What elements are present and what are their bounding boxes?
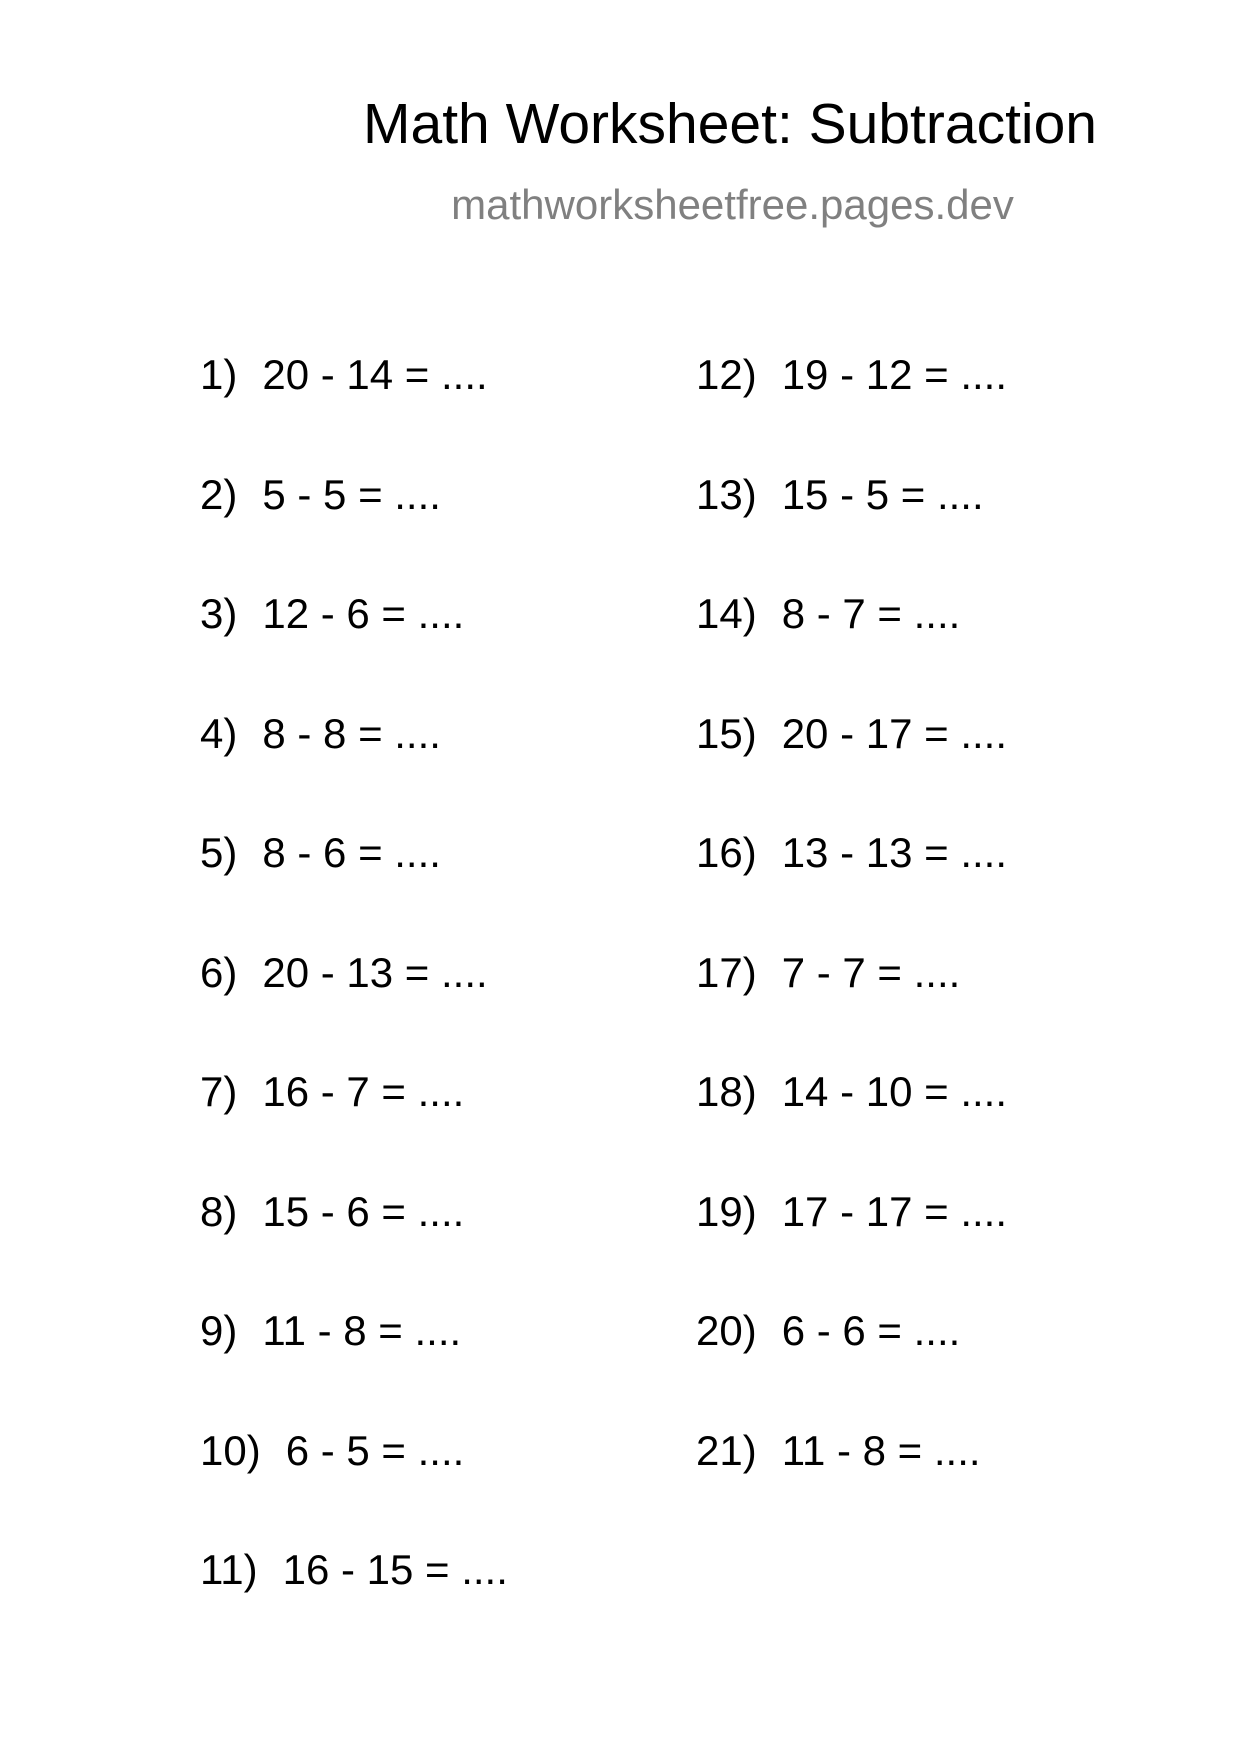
problem-expression: 12 - 6 = ....: [262, 590, 465, 637]
problem-number: 4): [200, 709, 238, 757]
problem-number: 5): [200, 829, 238, 876]
problem-item: [200, 1547, 508, 1593]
problem-number: 11): [200, 1546, 258, 1593]
problem-expression: 8 - 8 = ....: [262, 709, 441, 757]
problem-expression: 14 - 10 = ....: [781, 1068, 1008, 1115]
worksheet-title: Math Worksheet: Subtraction: [363, 92, 1097, 156]
problem-item: [696, 591, 960, 637]
problem-item: [696, 950, 960, 996]
problem-item: [200, 1069, 464, 1115]
problem-item: [200, 352, 488, 398]
problem-item: [696, 1428, 981, 1474]
problem-expression: 19 - 12 = ....: [781, 351, 1008, 398]
problem-item: [696, 711, 1007, 757]
problem-item: [696, 472, 984, 518]
problem-expression: 8 - 7 = ....: [781, 590, 961, 637]
problem-number: 13): [696, 470, 757, 518]
problem-number: 15): [696, 709, 757, 757]
problem-number: 18): [696, 1068, 757, 1115]
problem-number: 3): [200, 590, 238, 637]
problem-item: [696, 1189, 1007, 1235]
problem-expression: 15 - 5 = ....: [781, 470, 984, 518]
problem-number: 21): [696, 1426, 757, 1474]
problem-expression: 16 - 7 = ....: [262, 1068, 465, 1115]
problem-number: 16): [696, 829, 757, 876]
problem-expression: 15 - 6 = ....: [262, 1187, 465, 1235]
problem-item: [200, 1189, 464, 1235]
problem-expression: 8 - 6 = ....: [262, 829, 441, 876]
problem-item: [696, 1069, 1007, 1115]
problem-item: [200, 950, 488, 996]
problem-number: 19): [696, 1187, 757, 1235]
problem-expression: 5 - 5 = ....: [262, 470, 441, 518]
problem-expression: 20 - 17 = ....: [781, 709, 1008, 757]
problem-expression: 17 - 17 = ....: [781, 1187, 1008, 1235]
problem-item: [200, 711, 441, 757]
problem-number: 1): [200, 351, 238, 398]
problem-expression: 20 - 14 = ....: [262, 351, 488, 398]
problem-item: [200, 591, 464, 637]
problem-expression: 11 - 8 = ....: [262, 1307, 462, 1354]
problem-item: [696, 352, 1007, 398]
problem-number: 12): [696, 351, 757, 398]
problem-item: [696, 1308, 960, 1354]
problem-expression: 13 - 13 = ....: [781, 829, 1008, 876]
problem-number: 7): [200, 1068, 238, 1115]
problem-expression: 6 - 5 = ....: [285, 1426, 465, 1474]
problem-expression: 20 - 13 = ....: [262, 948, 488, 996]
problem-number: 10): [200, 1426, 261, 1474]
problem-number: 8): [200, 1187, 238, 1235]
problem-number: 9): [200, 1307, 238, 1354]
problem-number: 14): [696, 590, 757, 637]
problem-item: [200, 472, 441, 518]
problem-expression: 11 - 8 = ....: [781, 1426, 981, 1474]
problem-number: 2): [200, 470, 238, 518]
problem-expression: 7 - 7 = ....: [781, 948, 961, 996]
problem-item: [696, 830, 1007, 876]
problem-item: [200, 1308, 461, 1354]
problem-number: 20): [696, 1307, 757, 1354]
problem-item: [200, 1428, 464, 1474]
problem-number: 6): [200, 948, 238, 996]
website-url: mathworksheetfree.pages.dev: [451, 181, 1014, 228]
problem-expression: 6 - 6 = ....: [781, 1307, 961, 1354]
problem-item: [200, 830, 441, 876]
problem-expression: 16 - 15 = ....: [282, 1546, 508, 1593]
problem-number: 17): [696, 948, 757, 996]
